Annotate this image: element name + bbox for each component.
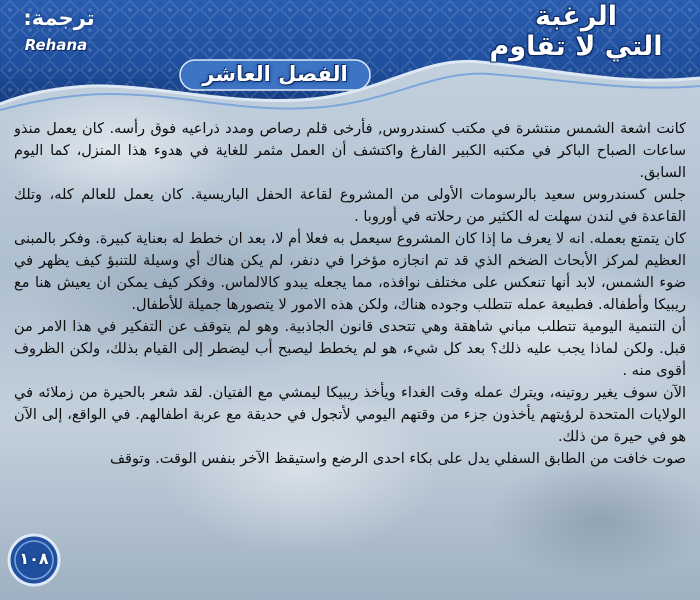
header-banner xyxy=(0,0,700,120)
translator-name: Rehana xyxy=(24,36,88,54)
chapter-title: الفصل العاشر xyxy=(202,62,348,86)
novel-title-line2: التي لا تقاوم xyxy=(489,31,663,62)
paragraph: الآن سوف يغير روتينه، ويترك عمله وقت الغداء ويأخذ ريبيكا ليمشي مع الفتيان. لقد شعر بالحيرة من زملائه في الولايات المتحدة لرؤيتهم يأخذون جزء من وقتهم اليومي لأتجول في حديقة مع عربة اطفالهم. في الواقع، إلى الآن هو في حيرة من ذلك. xyxy=(14,385,686,445)
paragraph: أن التنمية اليومية تتطلب مباني شاهقة وهي تتحدى قانون الجاذبية. وهو لم يتوقف عن التفكير في هذا الامر من قبل. ولكن لماذا يجب عليه ذلك؟ بعد كل شيء، هو لم يخطط ليصبح أب ليضطر إلى القيام بذلك، ولكن الظروف أقوى منه . xyxy=(14,319,686,379)
chapter-body xyxy=(14,118,686,588)
novel-title xyxy=(466,2,686,62)
page-number-badge xyxy=(6,532,62,588)
translation-label: ترجمة: xyxy=(23,6,95,30)
paragraph: جلس كسندروس سعيد بالرسومات الأولى من المشروع لقاعة الحفل الباريسية. كان يعمل للعالم كله، وتلك القاعدة في لندن سهلت له الكثير من رحلاته في أوروبا . xyxy=(14,187,686,225)
novel-title-line1: الرغبة xyxy=(534,1,618,32)
paragraph: كانت اشعة الشمس منتشرة في مكتب كسندروس, فأرخى قلم رصاص ومدد ذراعيه فوق رأسه. كان يعمل منذو ساعات الصباح الباكر في مكتبه الكبير الفارغ واكتشف أن العمل مثمر للغاية في هدوء هذا المنزل، كما اليوم السابق. xyxy=(14,121,686,181)
paragraph: صوت خافت من الطابق السفلي يدل على بكاء احدى الرضع واستيقظ الآخر بنفس الوقت. وتوقف xyxy=(110,451,686,467)
paragraph: كان يتمتع بعمله. انه لا يعرف ما إذا كان المشروع سيعمل به فعلا أم لا، بعد ان خطط له بعناية كبيرة. وفكر بالمبنى العظيم لمركز الأبحاث الضخم الذي قد تم انجازه مؤخرا في دنفر، لم يكن هناك أي وسيلة للتنبؤ كيف يظهر في ضوء الشمس، لابد أنها تنعكس على مختلف نوافذه، مما يجعله يبدو كالالماس. وفكر كيف يمكن ان يعيش هنا مع ريبيكا وأطفاله. فطبيعة عمله تتطلب وجوده هناك، ولكن هذه الامور لا يتصورها جميلة للأطفال. xyxy=(14,231,686,313)
page-number: ١٠٨ xyxy=(19,549,49,568)
